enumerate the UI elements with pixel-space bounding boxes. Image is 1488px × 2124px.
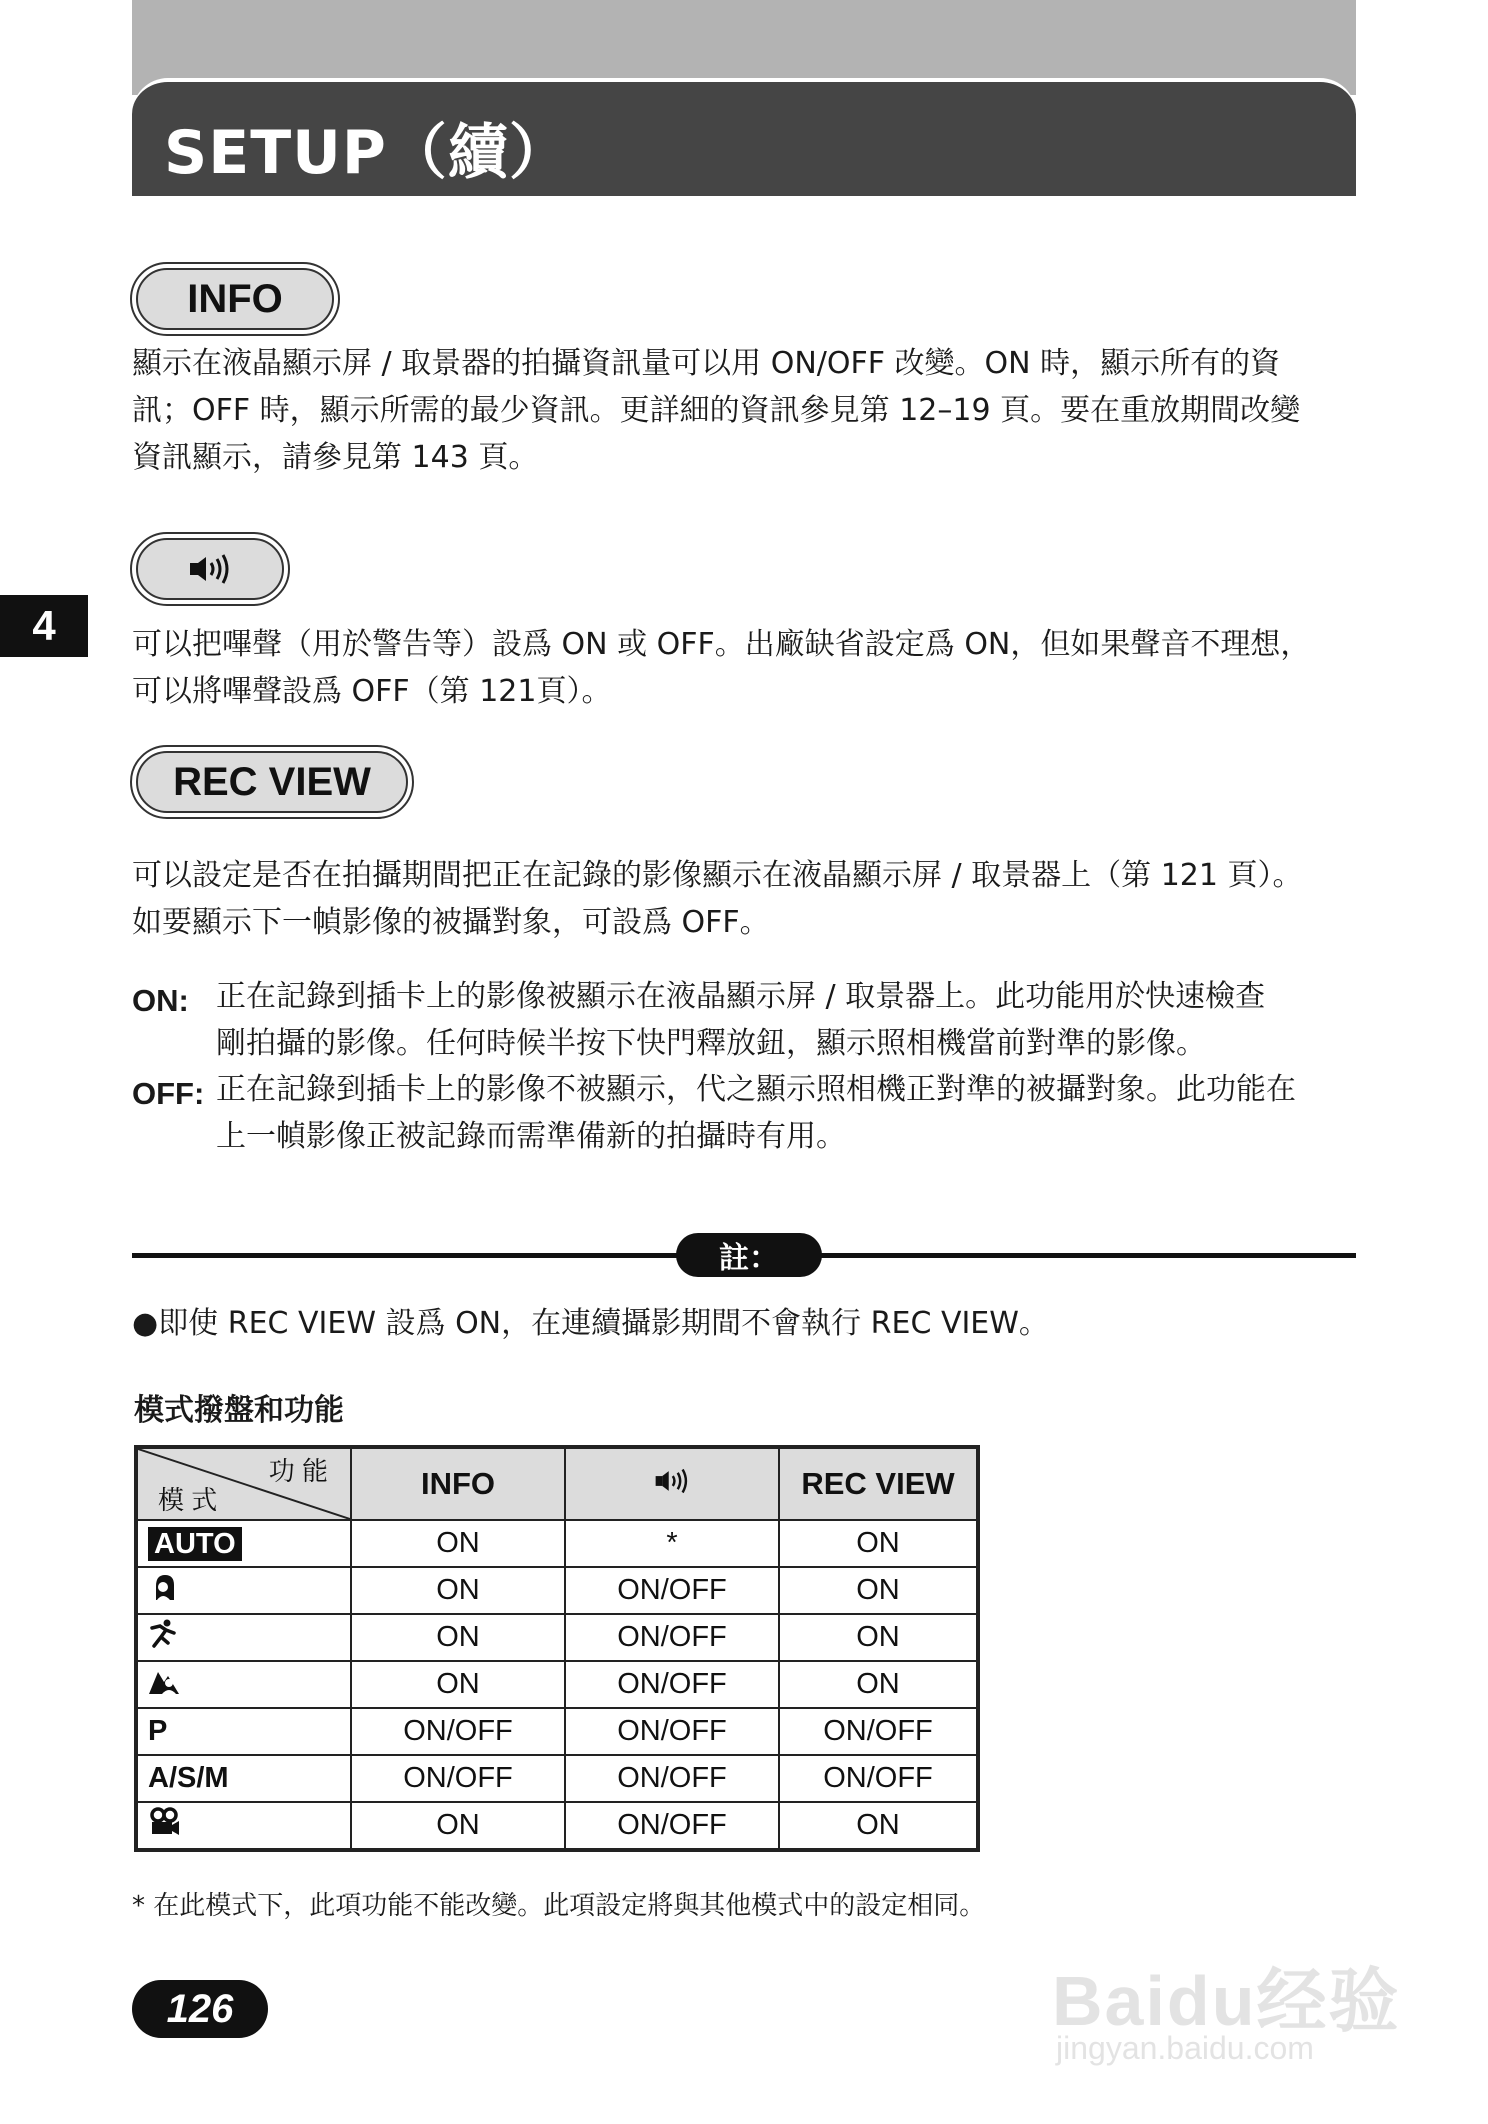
text-line: 上一幀影像正被記錄而需準備新的拍攝時有用。 bbox=[216, 1119, 846, 1154]
cell-info: ON bbox=[351, 1567, 565, 1614]
mode-cell-asm: A/S/M bbox=[136, 1755, 351, 1802]
cell-rec-view: ON bbox=[779, 1520, 978, 1567]
beep-icon bbox=[188, 554, 232, 584]
rec-view-label-pill bbox=[130, 745, 414, 819]
table-row bbox=[136, 1802, 978, 1850]
cell-beep: ON/OFF bbox=[565, 1614, 779, 1661]
cell-info: ON/OFF bbox=[351, 1708, 565, 1755]
beep-label-pill bbox=[130, 532, 290, 606]
note-bullet bbox=[132, 1300, 1356, 1347]
table-title: 模式撥盤和功能 bbox=[134, 1393, 344, 1428]
text-line: 訊；OFF 時，顯示所需的最少資訊。更詳細的資訊參見第 12–19 頁。要在重放期間改變 bbox=[132, 393, 1301, 428]
table-footnote: * 在此模式下，此項功能不能改變。此項設定將與其他模式中的設定相同。 bbox=[132, 1891, 986, 1921]
note-text: 即使 REC VIEW 設爲 ON，在連續攝影期間不會執行 REC VIEW。 bbox=[158, 1306, 1049, 1341]
text-line: 資訊顯示，請參見第 143 頁。 bbox=[132, 440, 539, 475]
table-header-row bbox=[136, 1447, 978, 1520]
mode-cell-portrait bbox=[136, 1567, 351, 1614]
page-title: SETUP（續） bbox=[164, 118, 570, 188]
mode-cell-movie bbox=[136, 1802, 351, 1850]
beep-description bbox=[132, 621, 1356, 715]
text-line: 如要顯示下一幀影像的被攝對象，可設爲 OFF。 bbox=[132, 905, 770, 940]
table-row bbox=[136, 1567, 978, 1614]
text-line: 可以將嗶聲設爲 OFF（第 121頁）。 bbox=[132, 674, 612, 709]
page-number: 126 bbox=[132, 1980, 268, 2038]
info-label-pill bbox=[130, 262, 340, 336]
table-row bbox=[136, 1708, 978, 1755]
table-row bbox=[136, 1614, 978, 1661]
cell-beep: * bbox=[565, 1520, 779, 1567]
mode-cell-p: P bbox=[136, 1708, 351, 1755]
corner-mode-label: 模 式 bbox=[158, 1485, 218, 1515]
cell-info: ON/OFF bbox=[351, 1755, 565, 1802]
table-corner-cell bbox=[136, 1447, 351, 1520]
table-row bbox=[136, 1520, 978, 1567]
cell-beep: ON/OFF bbox=[565, 1567, 779, 1614]
text-line: 正在記錄到插卡上的影像被顯示在液晶顯示屏 / 取景器上。此功能用於快速檢查 bbox=[216, 979, 1266, 1014]
landscape-portrait-mode-icon bbox=[148, 1666, 180, 1696]
portrait-mode-icon bbox=[148, 1572, 178, 1602]
chapter-tab: 4 bbox=[0, 595, 88, 657]
info-description bbox=[132, 340, 1356, 481]
rec-view-description bbox=[132, 852, 1356, 946]
watermark-brand: Baidu经验 bbox=[1052, 1962, 1401, 2040]
text-line: 剛拍攝的影像。任何時候半按下快門釋放鈕，顯示照相機當前對準的影像。 bbox=[216, 1026, 1206, 1061]
cell-beep: ON/OFF bbox=[565, 1802, 779, 1850]
cell-info: ON bbox=[351, 1661, 565, 1708]
cell-rec-view: ON/OFF bbox=[779, 1755, 978, 1802]
cell-beep: ON/OFF bbox=[565, 1755, 779, 1802]
mode-cell-sports bbox=[136, 1614, 351, 1661]
note-badge: 註： bbox=[676, 1233, 822, 1277]
mode-cell-auto bbox=[136, 1520, 351, 1567]
auto-badge: AUTO bbox=[148, 1527, 242, 1561]
mode-function-table bbox=[134, 1445, 980, 1852]
on-term: ON: bbox=[132, 983, 189, 1018]
info-label: INFO bbox=[136, 268, 334, 330]
cell-rec-view: ON bbox=[779, 1614, 978, 1661]
sports-mode-icon bbox=[148, 1619, 178, 1649]
table-row bbox=[136, 1661, 978, 1708]
text-line: 顯示在液晶顯示屏 / 取景器的拍攝資訊量可以用 ON/OFF 改變。ON 時，顯示所有的資 bbox=[132, 346, 1281, 381]
corner-function-label: 功 能 bbox=[268, 1456, 328, 1486]
rec-view-label: REC VIEW bbox=[136, 751, 408, 813]
table-row bbox=[136, 1755, 978, 1802]
column-header-rec-view: REC VIEW bbox=[779, 1447, 978, 1520]
column-header-info: INFO bbox=[351, 1447, 565, 1520]
off-term: OFF: bbox=[132, 1076, 205, 1111]
bullet-icon: ● bbox=[132, 1306, 159, 1341]
movie-mode-icon bbox=[148, 1807, 182, 1837]
text-line: 可以把嗶聲（用於警告等）設爲 ON 或 OFF。出廠缺省設定爲 ON，但如果聲音不理想， bbox=[132, 627, 1311, 662]
cell-info: ON bbox=[351, 1802, 565, 1850]
beep-icon bbox=[654, 1468, 690, 1494]
cell-info: ON bbox=[351, 1614, 565, 1661]
cell-info: ON bbox=[351, 1520, 565, 1567]
cell-rec-view: ON/OFF bbox=[779, 1708, 978, 1755]
watermark-url: jingyan.baidu.com bbox=[1056, 2030, 1314, 2066]
text-line: 可以設定是否在拍攝期間把正在記錄的影像顯示在液晶顯示屏 / 取景器上（第 121 頁）。 bbox=[132, 858, 1303, 893]
cell-beep: ON/OFF bbox=[565, 1661, 779, 1708]
beep-label bbox=[136, 538, 284, 600]
text-line: 正在記錄到插卡上的影像不被顯示，代之顯示照相機正對準的被攝對象。此功能在 bbox=[216, 1072, 1296, 1107]
on-definition bbox=[216, 973, 1356, 1067]
column-header-beep bbox=[565, 1447, 779, 1520]
cell-rec-view: ON bbox=[779, 1802, 978, 1850]
mode-cell-landscape-portrait bbox=[136, 1661, 351, 1708]
cell-rec-view: ON bbox=[779, 1661, 978, 1708]
cell-rec-view: ON bbox=[779, 1567, 978, 1614]
cell-beep: ON/OFF bbox=[565, 1708, 779, 1755]
off-definition bbox=[216, 1066, 1356, 1160]
